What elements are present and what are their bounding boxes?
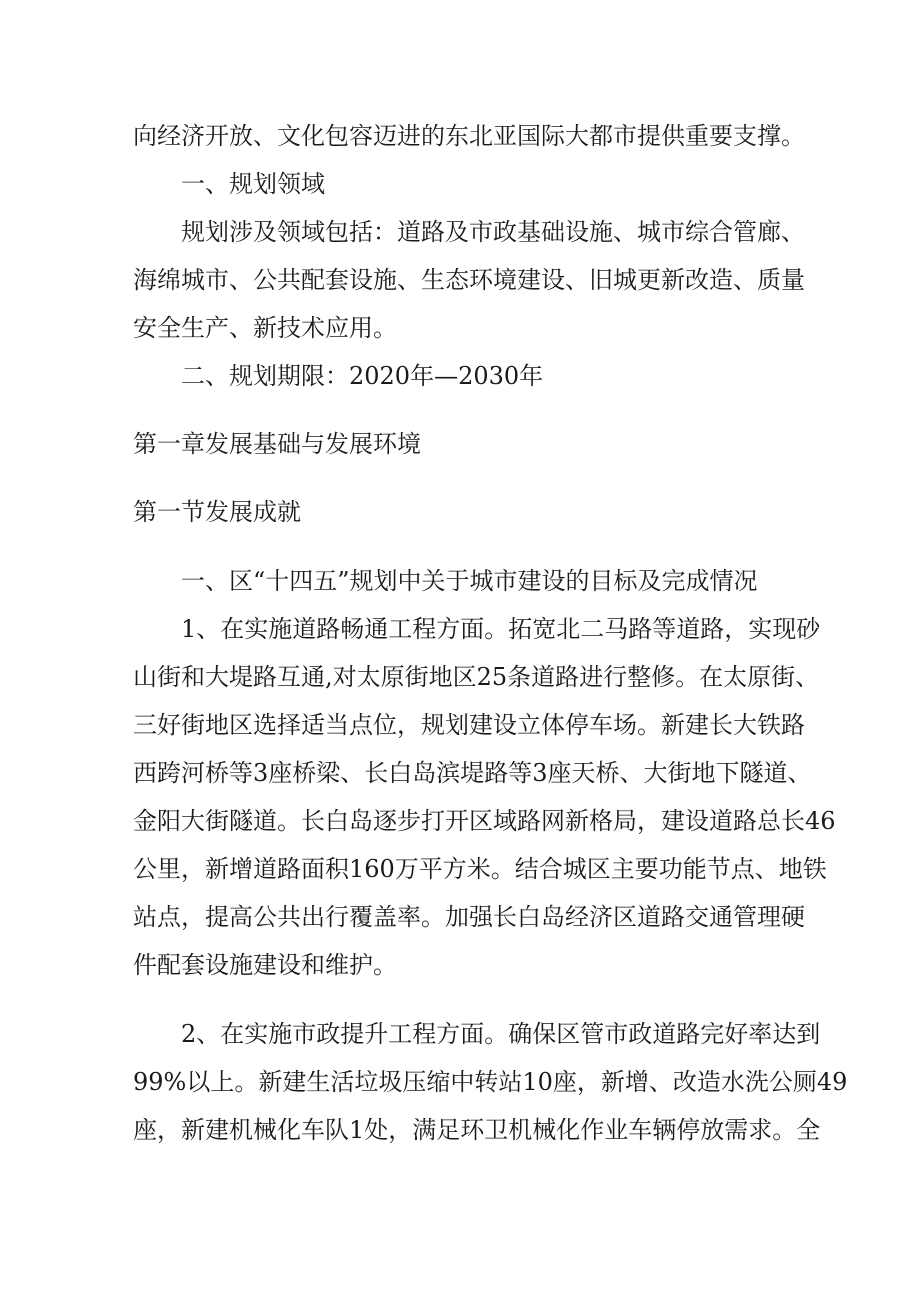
text-line: 规划涉及领域包括：道路及市政基础设施、城市综合管廊、 — [181, 218, 805, 246]
subsection-heading: 一、区“十四五”规划中关于城市建设的目标及完成情况 — [181, 567, 758, 595]
chapter-heading: 第一章发展基础与发展环境 — [133, 430, 421, 458]
text-line: 金阳大街隧道。长白岛逐步打开区域路网新格局，建设道路总长46 — [133, 807, 836, 835]
text-line: 1、在实施道路畅通工程方面。拓宽北二马路等道路，实现砂 — [181, 615, 821, 643]
text-line: 山街和大堤路互通,对太原街地区25条道路进行整修。在太原街、 — [133, 663, 820, 691]
text-line: 安全生产、新技术应用。 — [133, 314, 397, 342]
text-line: 公里，新增道路面积160万平方米。结合城区主要功能节点、地铁 — [133, 855, 827, 883]
text-line: 西跨河桥等3座桥梁、长白岛滨堤路等3座天桥、大街地下隧道、 — [133, 759, 812, 787]
section-title: 第一节发展成就 — [133, 498, 301, 526]
text-line: 2、在实施市政提升工程方面。确保区管市政道路完好率达到 — [181, 1020, 821, 1048]
text-line: 站点，提高公共出行覆盖率。加强长白岛经济区道路交通管理硬 — [133, 903, 805, 931]
text-line: 99%以上。新建生活垃圾压缩中转站10座，新增、改造水洗公厕49 — [133, 1068, 848, 1096]
section-heading: 一、规划领域 — [181, 170, 325, 198]
text-line: 件配套设施建设和维护。 — [133, 951, 397, 979]
text-line: 座，新建机械化车队1处，满足环卫机械化作业车辆停放需求。全 — [133, 1116, 821, 1144]
text-line: 向经济开放、文化包容迈进的东北亚国际大都市提供重要支撑。 — [133, 122, 805, 150]
text-line: 海绵城市、公共配套设施、生态环境建设、旧城更新改造、质量 — [133, 266, 805, 294]
section-heading: 二、规划期限：2020年—2030年 — [181, 362, 544, 390]
text-line: 三好街地区选择适当点位，规划建设立体停车场。新建长大铁路 — [133, 711, 805, 739]
